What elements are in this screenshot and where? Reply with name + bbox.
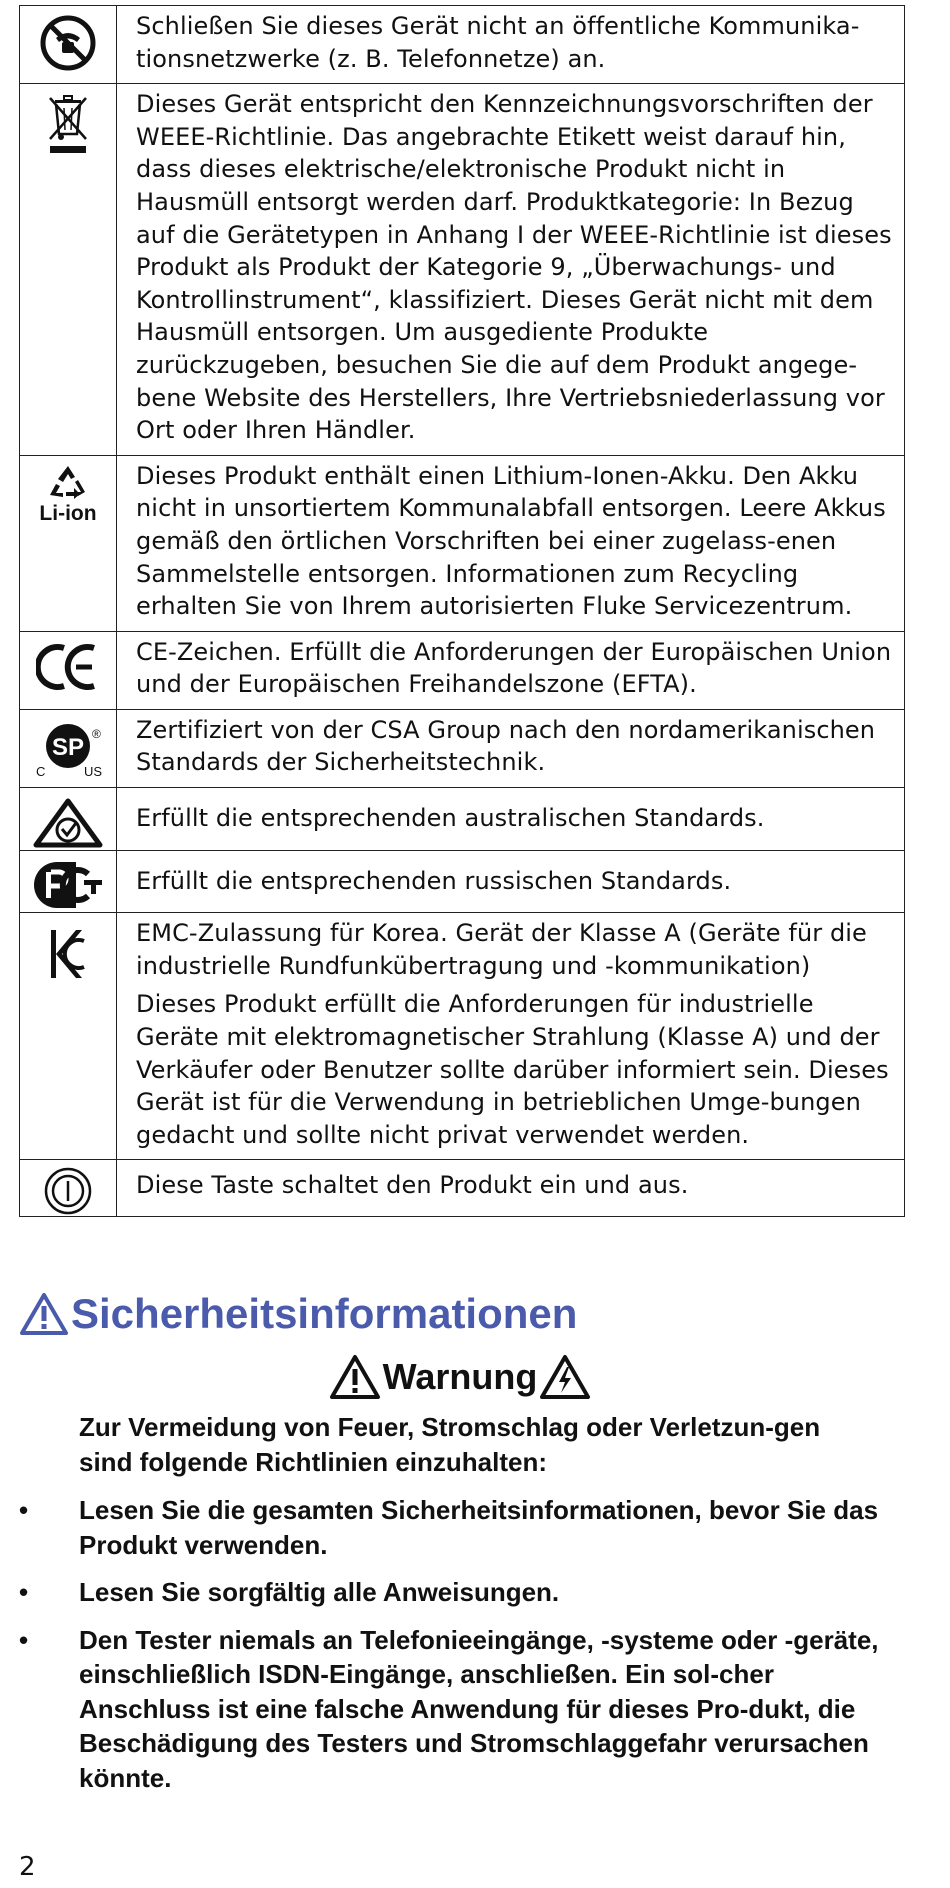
symbol-description: Erfüllt die entsprechenden australischen Standards. (136, 804, 765, 833)
symbol-row (20, 850, 905, 913)
warning-intro: Zur Vermeidung von Feuer, Stromschlag oder Verletzun-gen sind folgende Richtlinien einzuhalten: (79, 1412, 821, 1477)
bullet-text: Lesen Sie sorgfältig alle Anweisungen. (79, 1577, 560, 1607)
weee-crossed-bin-icon (46, 92, 90, 156)
warning-triangle-icon (19, 1292, 69, 1336)
electric-shock-warning-icon (539, 1354, 591, 1400)
bullet-text: Lesen Sie die gesamten Sicherheitsinformationen, bevor Sie das Produkt verwenden. (79, 1495, 879, 1560)
warning-heading (0, 1354, 920, 1400)
pct-russia-icon (32, 860, 104, 910)
list-item (19, 1493, 899, 1562)
svg-text:US: US (84, 763, 103, 779)
svg-text:®: ® (92, 726, 101, 741)
symbol-description: EMC-Zulassung für Korea. Gerät der Klasse A (Geräte für die industrielle Rundfunkübertragung und -kommunikation) (136, 919, 867, 980)
power-button-icon (43, 1166, 93, 1216)
symbol-row (20, 631, 905, 709)
symbol-description: Schließen Sie dieses Gerät nicht an öffentliche Kommunika-tionsnetzwerke (z. B. Telefonnetze) an. (136, 12, 860, 73)
symbol-table (19, 5, 905, 1217)
section-title (19, 1290, 577, 1338)
symbol-row (20, 913, 905, 1160)
warning-triangle-icon (329, 1354, 381, 1400)
csa-mark-icon (28, 718, 108, 782)
symbol-description: Dieses Produkt enthält einen Lithium-Ionen-Akku. Den Akku nicht in unsortiertem Kommunalabfall entsorgen. Leere Akkus gemäß den örtlichen Vorschriften bei einer zugelass-enen Sammelstelle entsorgen. Informationen zum Recycling erhalten Sie von Ihrem autorisierten Fluke Servicezentrum. (136, 461, 886, 621)
li-ion-recycle-icon (48, 464, 88, 500)
list-item (19, 1623, 899, 1796)
symbol-description: Diese Taste schaltet den Produkt ein und aus. (136, 1171, 689, 1200)
symbol-row (20, 1160, 905, 1217)
ce-mark-icon (36, 640, 100, 694)
symbol-description: CE-Zeichen. Erfüllt die Anforderungen der Europäischen Union und der Europäischen Freihandelszone (EFTA). (136, 637, 892, 699)
no-telecom-network-icon (39, 14, 97, 72)
svg-text:C: C (36, 763, 46, 779)
list-item (19, 1575, 899, 1610)
bullet-glyph: • (19, 1577, 29, 1607)
rcm-australia-icon (33, 798, 103, 848)
symbol-description: Dieses Gerät entspricht den Kennzeichnungsvorschriften der WEEE-Richtlinie. Das angebrachte Etikett weist darauf hin, dass dieses elektrische/elektronische Produkt nicht in Hausmüll entsorgt werden darf. Produktkategorie: In Bezug auf die Gerätetypen in Anhang I der WEEE-Richtlinie ist dieses Produkt als Produkt der Kategorie 9, „Überwachungs- und Kontrollinstrument“, klassifiziert. Dieses Gerät nicht mit dem Hausmüll entsorgen. Um ausgediente Produkte zurückzugeben, besuchen Sie die auf dem Produkt angege-bene Website des Herstellers, Ihre Vertriebsniederlassung vor Ort oder Ihren Händler. (136, 90, 892, 445)
bullet-glyph: • (19, 1495, 29, 1525)
warning-heading-text: Warnung (382, 1356, 538, 1397)
symbol-row (20, 709, 905, 787)
symbol-row (20, 84, 905, 456)
bullet-text: Den Tester niemals an Telefonieeingänge, -systeme oder -geräte, einschließlich ISDN-Eingänge, anschließen. Ein sol-cher Anschluss ist eine falsche Anwendung für dieses Pro-dukt, die Beschädigung des Testers und Stromschlaggefahr verursachen könnte. (79, 1624, 879, 1793)
li-ion-label: Li-ion (39, 501, 97, 525)
symbol-row (20, 455, 905, 631)
section-title-text: Sicherheitsinformationen (71, 1290, 578, 1337)
bullet-glyph: • (19, 1624, 29, 1655)
symbol-description: Zertifiziert von der CSA Group nach den nordamerikanischen Standards der Sicherheitstechnik. (136, 715, 876, 777)
svg-text:SP: SP (51, 733, 85, 761)
symbol-row (20, 788, 905, 851)
safety-bullet-list (19, 1493, 899, 1808)
page-number: 2 (19, 1852, 36, 1882)
symbol-description: Erfüllt die entsprechenden russischen Standards. (136, 866, 732, 895)
symbol-row (20, 6, 905, 84)
symbol-description: Dieses Produkt erfüllt die Anforderungen für industrielle Geräte mit elektromagnetischer Strahlung (Klasse A) und der Verkäufer oder Benutzer sollte darüber informiert sein. Dieses Gerät ist für die Verwendung in betrieblichen Umge-bungen gedacht und sollte nicht privat verwendet werden. (136, 990, 889, 1149)
kc-korea-icon (48, 927, 88, 981)
